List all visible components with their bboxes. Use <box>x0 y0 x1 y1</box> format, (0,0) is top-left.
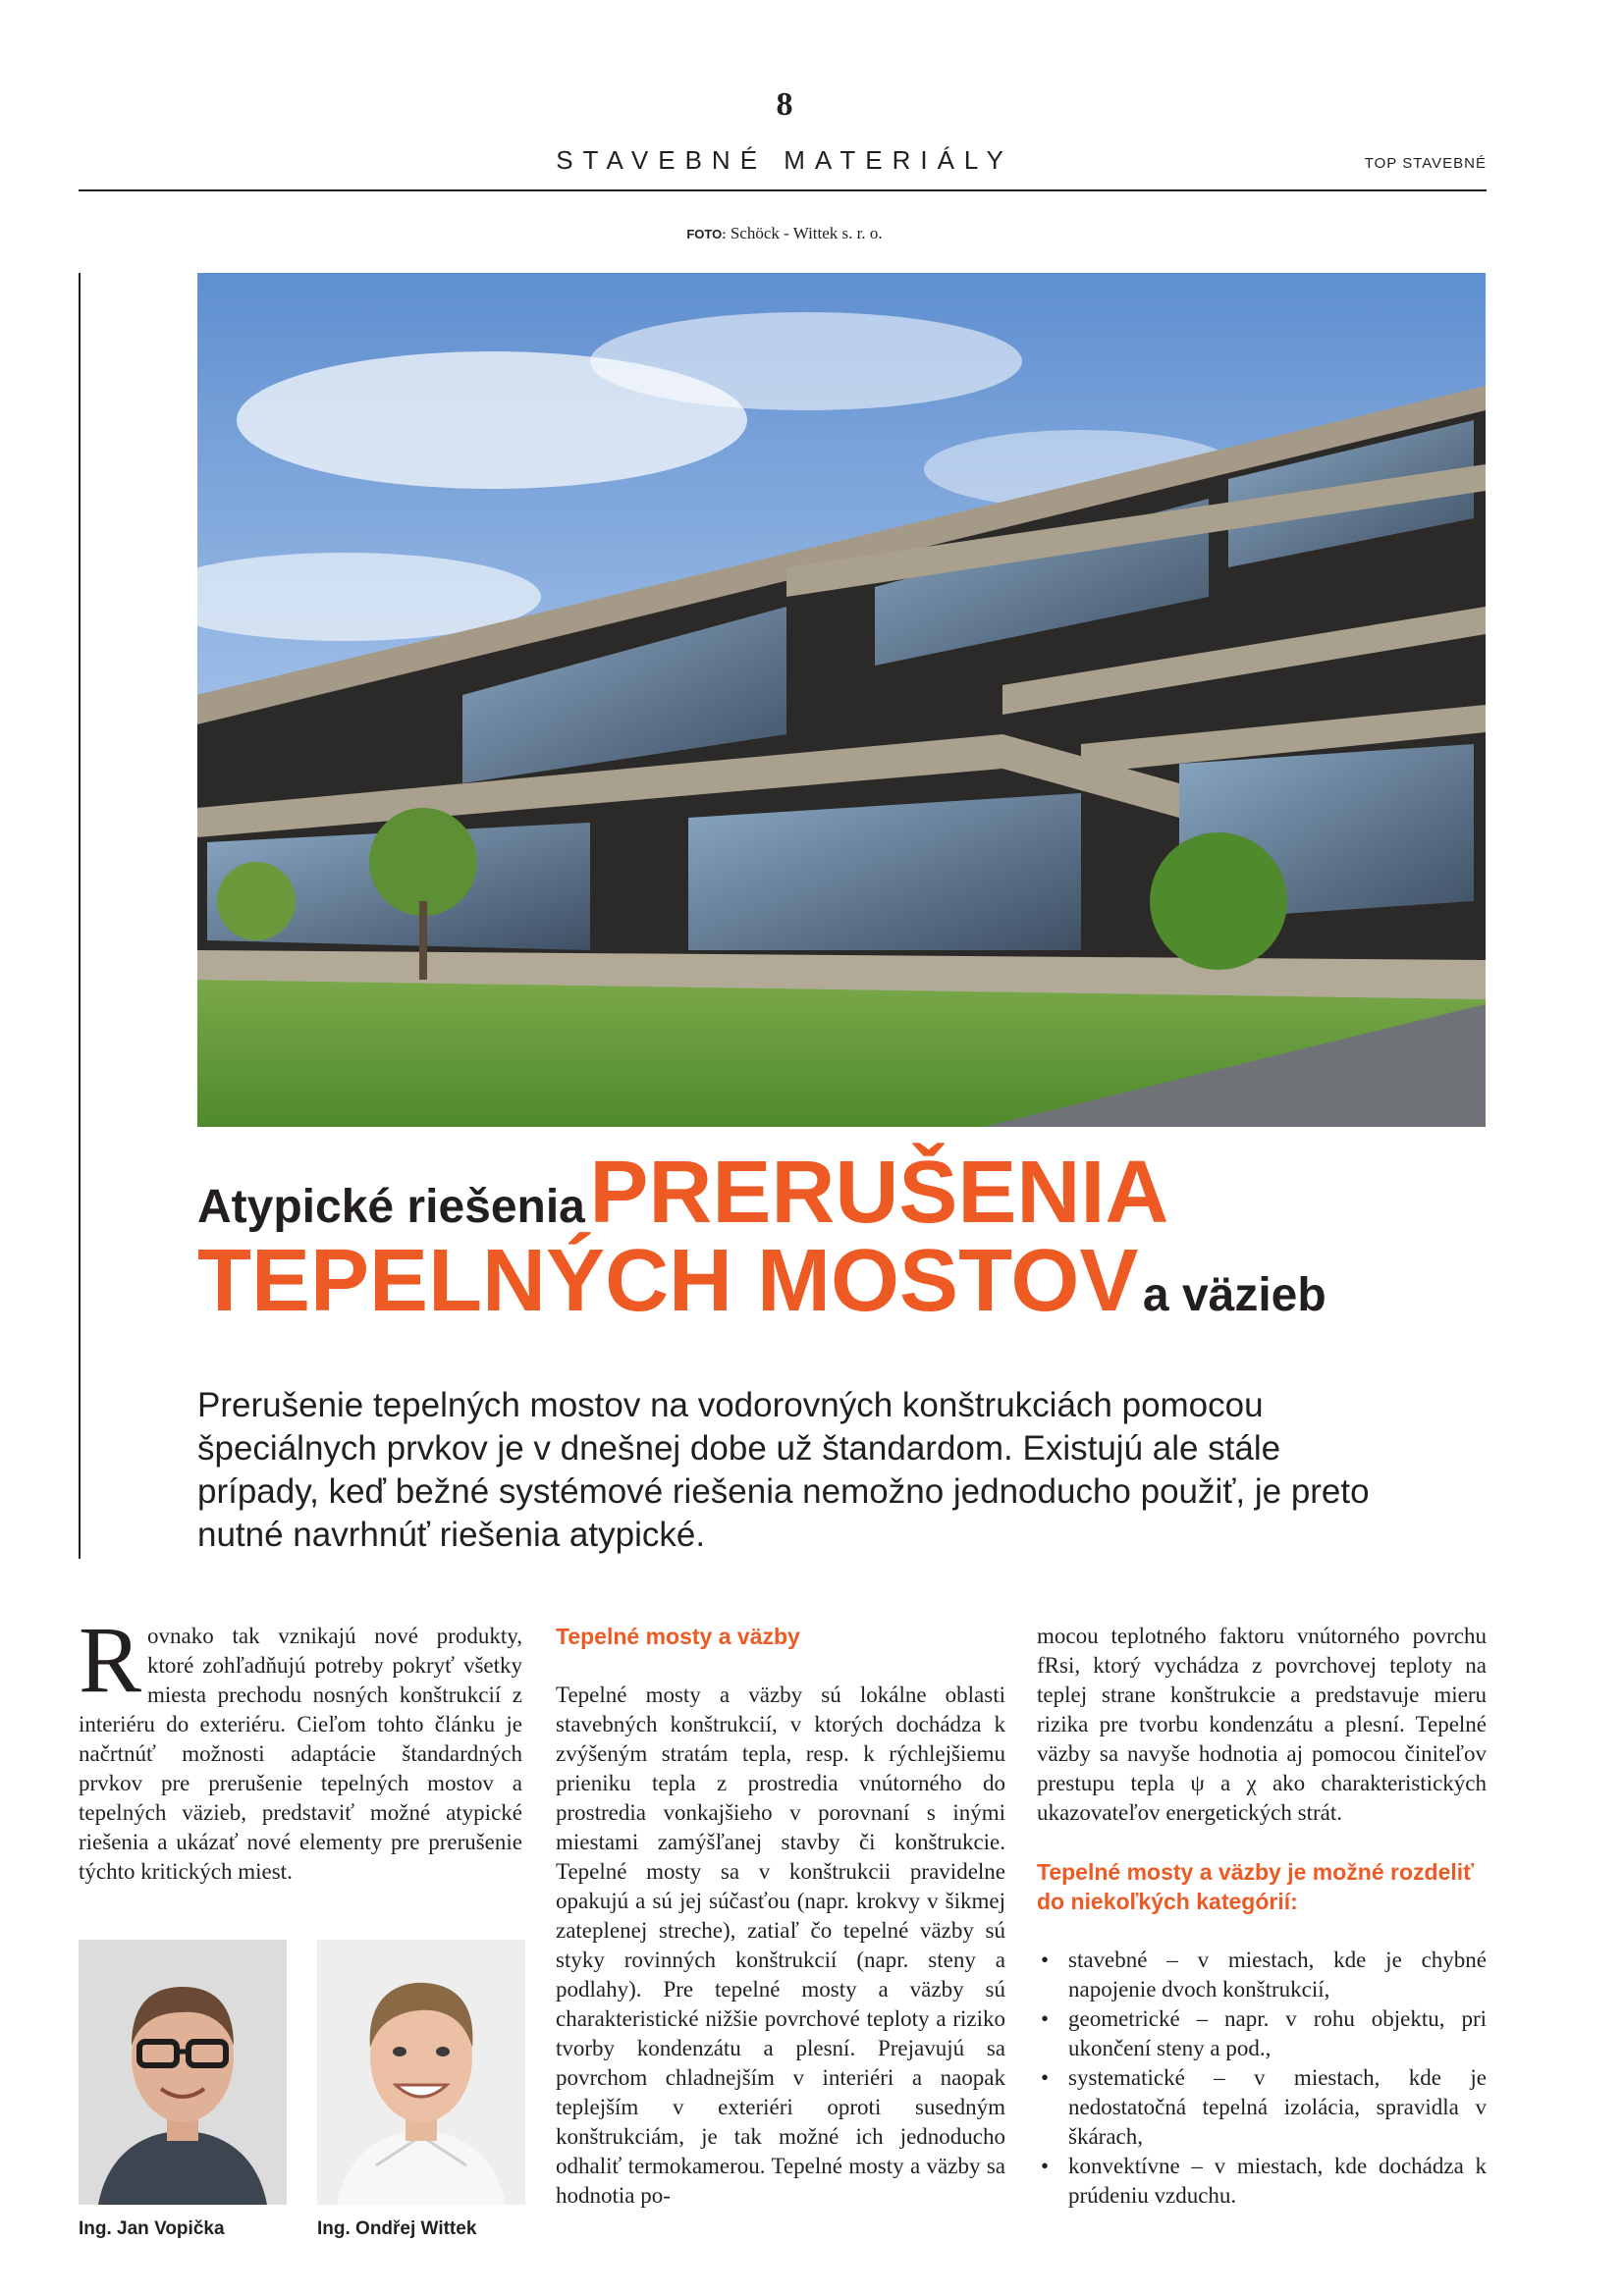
author-caption-2: Ing. Ondřej Wittek <box>317 2218 477 2239</box>
column-1 <box>79 1607 522 1887</box>
author-photo-ondrej-wittek <box>317 1940 525 2205</box>
list-item: • konvektívne – v miestach, kde dochádza k prúdeniu vzduchu. <box>1037 2152 1487 2211</box>
headline-part-2: PRERUŠENIA <box>589 1144 1169 1242</box>
subhead-categories: Tepelné mosty a väzby je možné rozdeliť do niekoľkých kategórií: <box>1037 1859 1475 1914</box>
list-item: • geometrické – napr. v rohu objektu, pri ukončení steny a pod., <box>1037 2004 1487 2063</box>
headline-part-1: Atypické riešenia <box>197 1181 585 1233</box>
intro-paragraph: ovnako tak vznikajú nové produkty, ktoré zohľadňujú potreby pokryť všetky miesta prechodu nosných konštrukcií z interiéru do exteriéru. Cieľom tohto článku je načrtnúť možnosti adaptácie štandardných prvkov pre prerušenie tepelných mostov a tepelných väzieb, predstaviť možné atypické riešenia a ukázať nové elementy pre prerušenie týchto kritických miest. <box>79 1624 522 1884</box>
left-accent-rule <box>79 273 81 1559</box>
column-2 <box>556 1622 1005 2211</box>
photo-credit <box>0 224 1569 243</box>
author-photo-jan-vopicka <box>79 1940 287 2205</box>
article-headline <box>197 1144 1513 1330</box>
subhead-thermal-bridges: Tepelné mosty a väzby <box>556 1624 800 1649</box>
list-item: • stavebné – v miestach, kde je chybné napojenie dvoch konštrukcií, <box>1037 1946 1487 2004</box>
drop-cap: R <box>79 1607 142 1712</box>
section-title: STAVEBNÉ MATERIÁLY <box>556 145 1013 175</box>
author-caption-1: Ing. Jan Vopička <box>79 2218 225 2239</box>
evaluation-paragraph: mocou teplotného faktoru vnútorného povrchu fRsi, ktorý vychádza z povrchovej teploty na teplej strane konštrukcie a predstavuje mieru rizika pre tvorbu kondenzátu a plesní. Tepelné väzby sa navyše hodnotia aj pomocou činiteľov prestupu tepla ψ a χ ako charakteristických ukazovateľov energetických strát. <box>1037 1624 1487 1825</box>
headline-part-3: TEPELNÝCH MOSTOV <box>197 1232 1139 1330</box>
article-lead: Prerušenie tepelných mostov na vodorovných konštrukciách pomocou špeciálnych prvkov je v dnešnej dobe už štandardom. Existujú ale stále prípady, keď bežné systémové riešenia nemožno jednoducho použiť, je preto nutné navrhnúť riešenia atypické. <box>197 1386 1370 1554</box>
header-rule <box>79 189 1487 191</box>
photo-credit-text: Schöck - Wittek s. r. o. <box>730 224 883 242</box>
page-number: 8 <box>776 86 793 123</box>
hero-building-photo <box>197 273 1486 1127</box>
photo-credit-label: FOTO: <box>686 227 727 241</box>
thermal-bridges-paragraph: Tepelné mosty a väzby sú lokálne oblasti stavebných konštrukcií, v ktorých dochádza k zvýšeným stratám tepla, resp. k rýchlejšiemu prieniku tepla z prostredia vnútorného do prostredia vonkajšieho v porovnaní s inými miestami zamýšľanej stavby či konštrukcie. Tepelné mosty sa v konštrukcii pravidelne opakujú a sú jej súčasťou (napr. krokvy v šikmej zateplenej streche), zatiaľ čo tepelné väzby sú styky rovinných konštrukcií (napr. steny a podlahy). Pre tepelné mosty a väzby sú charakteristické nižšie povrchové teploty a riziko tvorby kondenzátu a plesní. Prejavujú sa povrchom chladnejším v interiéri a naopak teplejším v exteriéri oproti susedným konštrukciám, je tak možné ich jednoducho odhaliť termokamerou. Tepelné mosty a väzby sa hodnotia po- <box>556 1682 1005 2208</box>
column-3 <box>1037 1622 1487 2211</box>
headline-part-4: a väzieb <box>1142 1269 1326 1321</box>
category-list <box>1037 1946 1487 2211</box>
magazine-brand: TOP STAVEBNÉ <box>1364 155 1487 172</box>
list-item: • systematické – v miestach, kde je nedostatočná tepelná izolácia, spravidla v škárach, <box>1037 2063 1487 2152</box>
